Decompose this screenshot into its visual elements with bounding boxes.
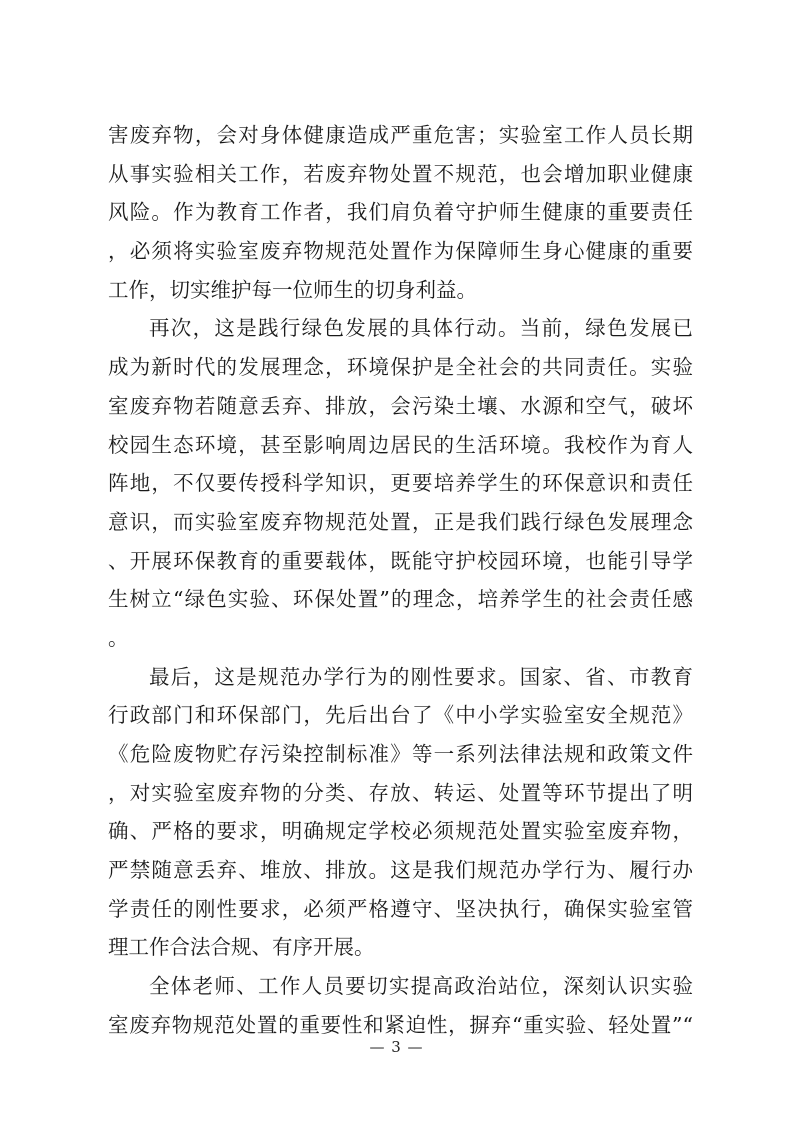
- text-line: 《危险废物贮存污染控制标准》等一系列法律法规和政策文件: [108, 742, 693, 766]
- text-line: 全体老师、工作人员要切实提高政治站位，深刻认识实验: [149, 974, 693, 999]
- text-line: 工作，切实维护每一位师生的切身利益。: [108, 277, 477, 302]
- text-line: ，必须将实验室废弃物规范处置作为保障师生身心健康的重要: [108, 239, 693, 264]
- text-line: 校园生态环境，甚至影响周边居民的生活环境。我校作为育人: [108, 432, 693, 457]
- text-line: 严禁随意丢弃、堆放、排放。这是我们规范办学行为、履行办: [108, 858, 693, 883]
- text-line: 阵地，不仅要传授科学知识，更要培养学生的环保意识和责任: [108, 471, 693, 496]
- text-line: 行政部门和环保部门，先后出台了《中小学实验室安全规范》: [108, 703, 693, 728]
- text-line: 室废弃物若随意丢弃、排放，会污染土壤、水源和空气，破坏: [108, 393, 693, 418]
- page-number: — 3 —: [369, 1038, 424, 1056]
- text-line: 确、严格的要求，明确规定学校必须规范处置实验室废弃物，: [108, 819, 693, 844]
- text-line: 、开展环保教育的重要载体，既能守护校园环境，也能引导学: [108, 548, 693, 573]
- text-line: ，对实验室废弃物的分类、存放、转运、处置等环节提出了明: [108, 780, 693, 805]
- text-line: 学责任的刚性要求，必须严格遵守、坚决执行，确保实验室管: [108, 896, 693, 921]
- text-line: 从事实验相关工作，若废弃物处置不规范，也会增加职业健康: [108, 161, 693, 186]
- text-line: 生树立“绿色实验、环保处置”的理念，培养学生的社会责任感: [108, 587, 693, 612]
- document-body: [108, 116, 693, 1045]
- text-line: 最后，这是规范办学行为的刚性要求。国家、省、市教育: [149, 664, 693, 689]
- text-line: 。: [108, 625, 129, 650]
- text-line: 室废弃物规范处置的重要性和紧迫性，摒弃“重实验、轻处置”“: [108, 1012, 693, 1037]
- text-line: 成为新时代的发展理念，环境保护是全社会的共同责任。实验: [108, 355, 693, 380]
- text-line: 理工作合法合规、有序开展。: [108, 935, 375, 960]
- text-line: 风险。作为教育工作者，我们肩负着守护师生健康的重要责任: [108, 200, 693, 225]
- text-line: 害废弃物，会对身体健康造成严重危害；实验室工作人员长期: [108, 123, 693, 147]
- text-line: 再次，这是践行绿色发展的具体行动。当前，绿色发展已: [149, 316, 693, 341]
- text-line: 意识，而实验室废弃物规范处置，正是我们践行绿色发展理念: [108, 509, 693, 534]
